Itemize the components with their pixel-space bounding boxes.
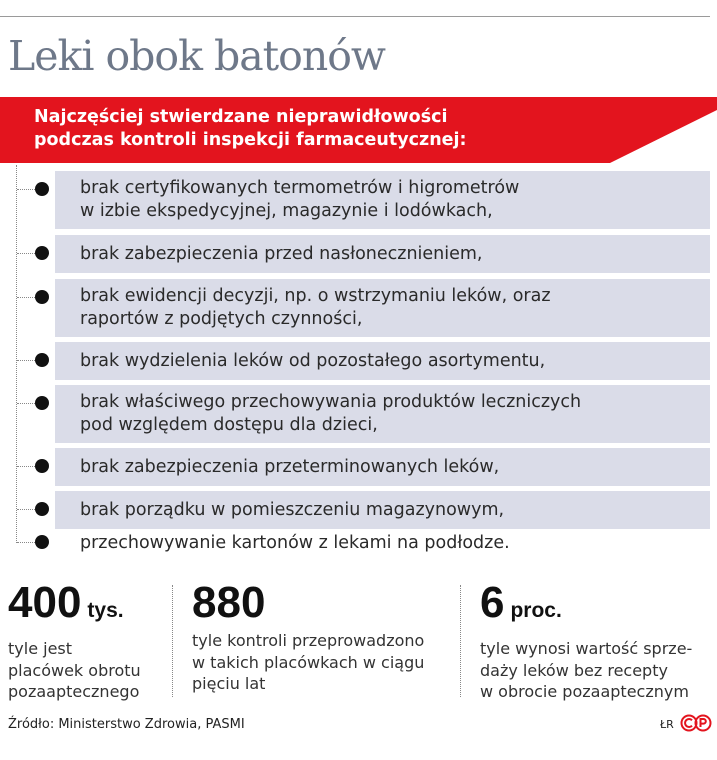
list-item-text: brak zabezpieczenia przeterminowanych leków, <box>80 456 500 477</box>
stat-description: tyle wynosi wartość sprze- daży leków bez recepty w obrocie pozaaptecznym <box>480 639 693 701</box>
tree-branch <box>17 403 37 404</box>
list-item <box>0 385 717 443</box>
bullet-icon <box>35 459 49 473</box>
list-item <box>0 342 717 380</box>
stat-400-thousand <box>8 578 141 703</box>
stat-description: tyle kontroli przeprowadzono w takich placówkach w ciągu pięciu lat <box>192 631 425 693</box>
banner-line-1: Najczęściej stwierdzane nieprawidłowości <box>34 107 448 127</box>
stat-separator <box>172 585 173 697</box>
tree-branch <box>17 542 37 543</box>
author-initials: ŁR <box>660 718 674 731</box>
stat-unit: proc. <box>510 599 562 622</box>
stat-separator <box>460 585 461 697</box>
bullet-icon <box>35 182 49 196</box>
page-title: Leki obok batonów <box>8 32 386 80</box>
bullet-icon <box>35 353 49 367</box>
list-item <box>0 171 717 229</box>
copyright-cp-logo-icon <box>680 714 712 732</box>
list-item-text: brak wydzielenia leków od pozostałego asortymentu, <box>80 350 546 371</box>
stat-unit: tys. <box>87 599 124 622</box>
list-item-text: brak porządku w pomieszczeniu magazynowym, <box>80 499 505 520</box>
list-item <box>0 235 717 273</box>
stat-6-percent <box>480 578 692 703</box>
tree-branch <box>17 189 37 190</box>
list-item-text: przechowywanie kartonów z lekami na podłodze. <box>80 532 510 553</box>
list-item-text: brak właściwego przechowywania produktów leczniczych pod względem dostępu dla dzieci, <box>80 392 582 435</box>
bullet-icon <box>35 502 49 516</box>
bullet-icon <box>35 246 49 260</box>
stat-880 <box>192 578 424 695</box>
tree-branch <box>17 466 37 467</box>
stat-value: 6 proc. <box>480 578 562 627</box>
list-item-text: brak zabezpieczenia przed nasłonecznieniem, <box>80 243 483 264</box>
bullet-icon <box>35 535 49 549</box>
bullet-icon <box>35 290 49 304</box>
stat-value: 880 <box>192 578 266 627</box>
banner-text <box>34 106 634 152</box>
bullet-icon <box>35 396 49 410</box>
tree-branch <box>17 360 37 361</box>
list-item <box>0 279 717 337</box>
stat-description: tyle jest placówek obrotu pozaaptecznego <box>8 639 141 701</box>
top-rule <box>0 16 710 17</box>
source-note: Źródło: Ministerstwo Zdrowia, PASMI <box>8 717 245 732</box>
stat-value: 400 tys. <box>8 578 124 627</box>
tree-branch <box>17 297 37 298</box>
list-item <box>0 524 717 562</box>
tree-branch <box>17 253 37 254</box>
list-item-text: brak ewidencji decyzji, np. o wstrzymaniu leków, oraz raportów z podjętych czynności, <box>80 286 551 329</box>
list-item <box>0 448 717 486</box>
banner-line-2: podczas kontroli inspekcji farmaceutycznej: <box>34 130 467 150</box>
list-item-text: brak certyfikowanych termometrów i higrometrów w izbie ekspedycyjnej, magazynie i lodówkach, <box>80 178 520 221</box>
tree-branch <box>17 509 37 510</box>
header-banner <box>0 97 717 163</box>
